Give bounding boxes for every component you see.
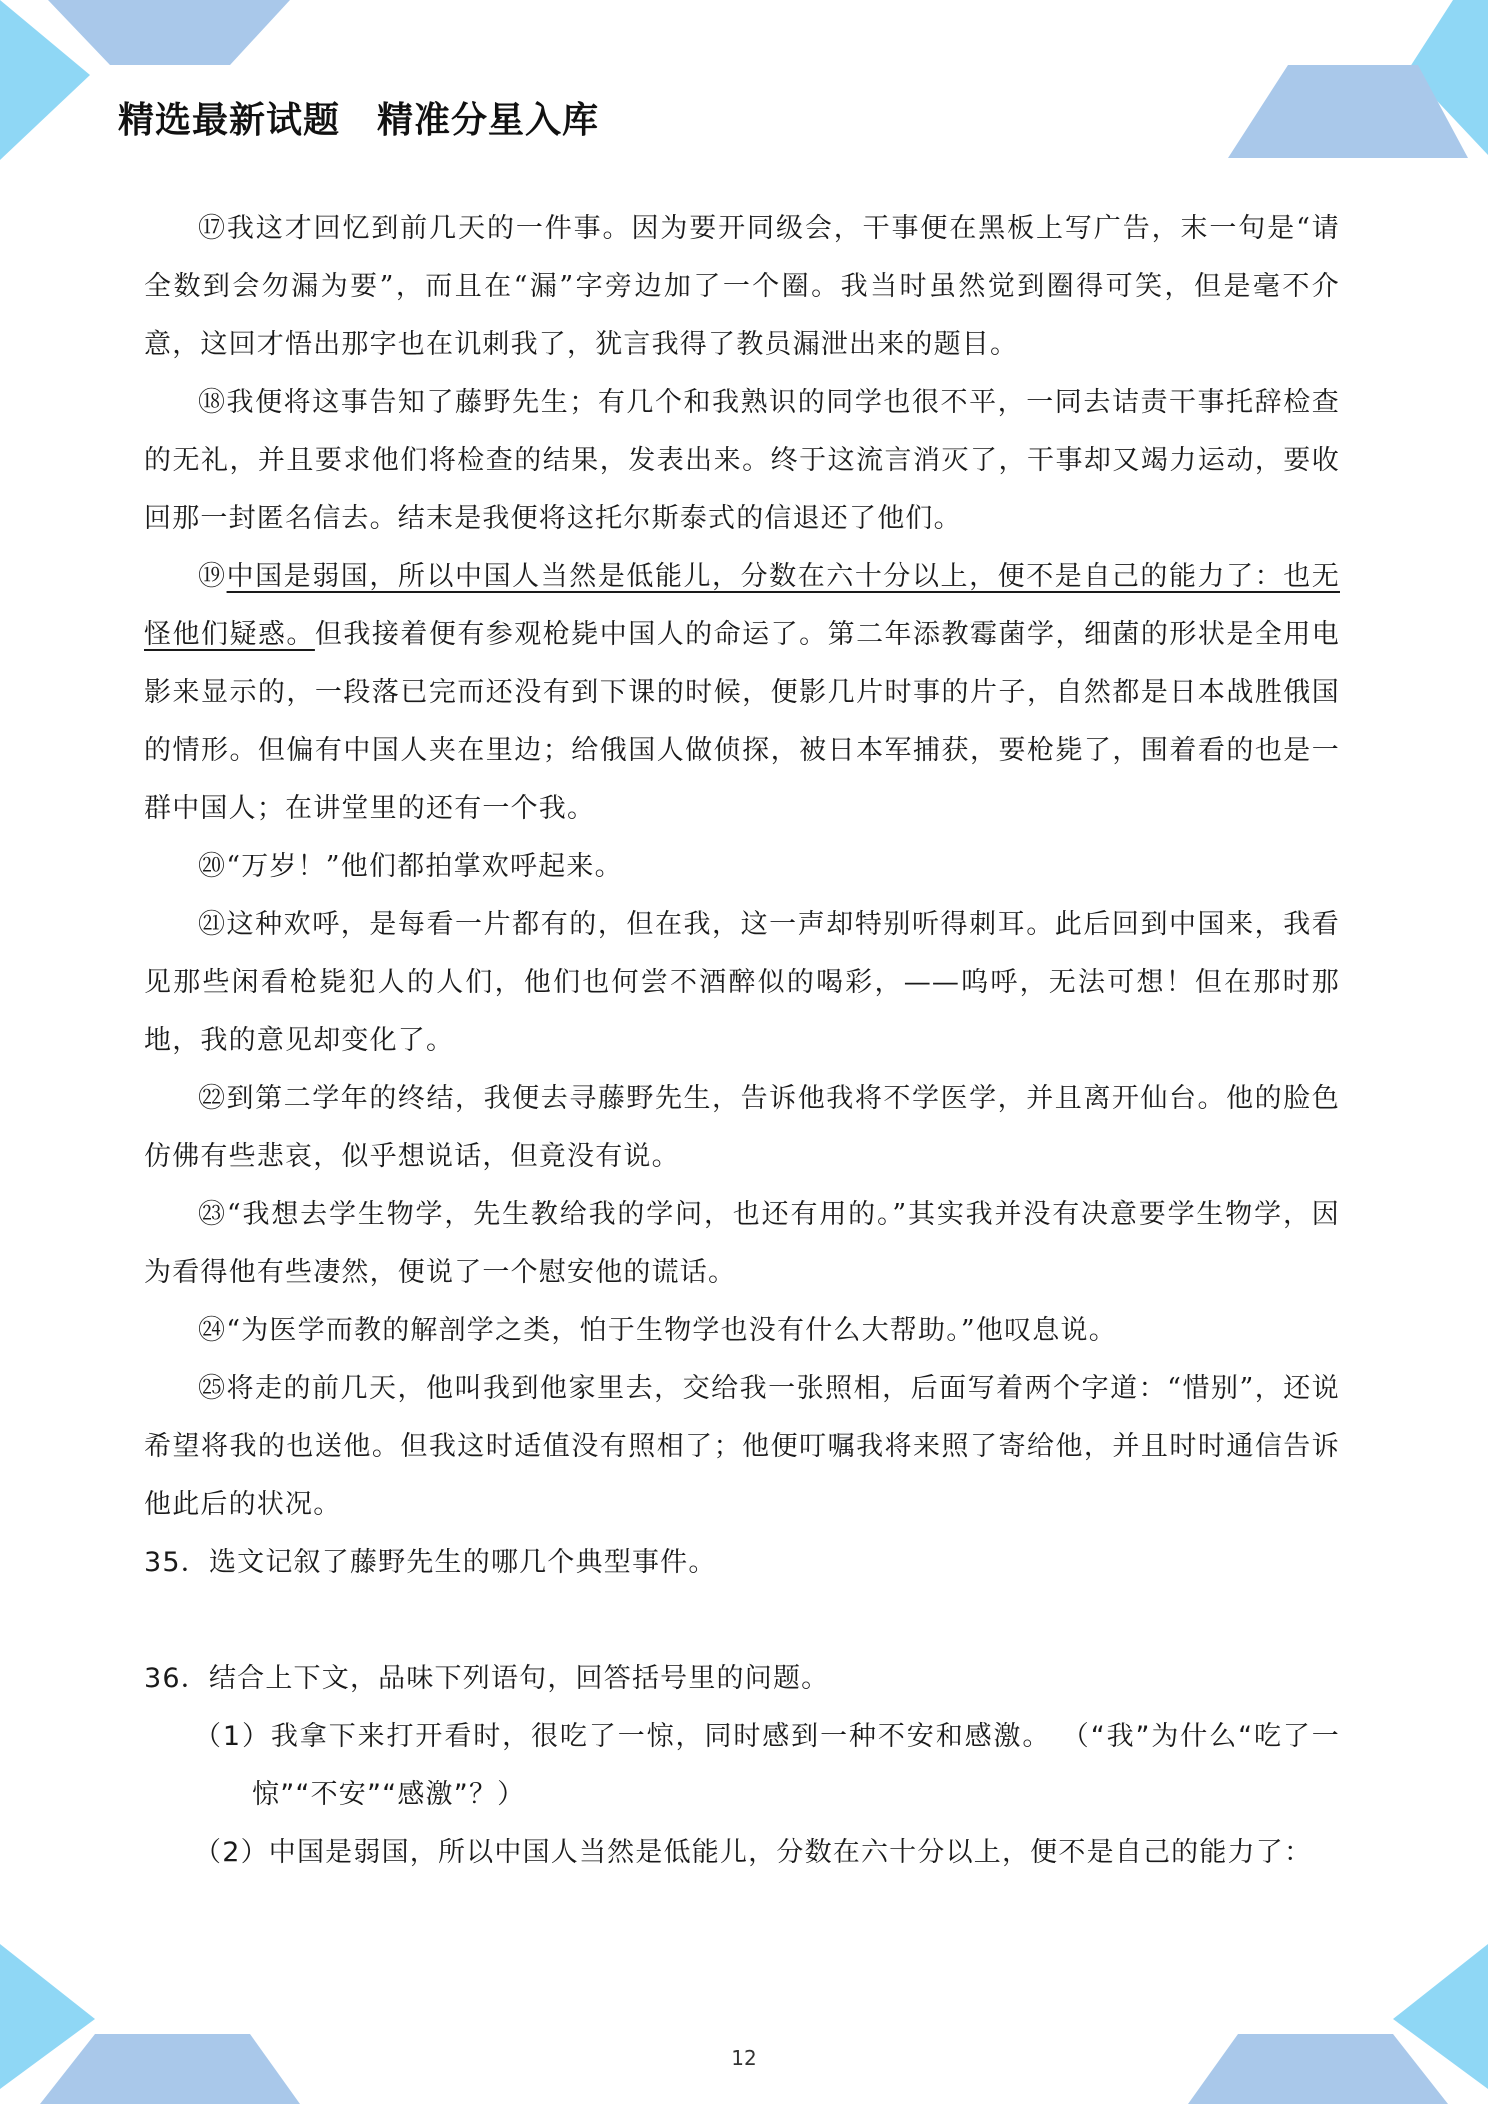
question-35: 35．选文记叙了藤野先生的哪几个典型事件。 [144,1547,717,1578]
paragraph-24: ㉔“为医学而教的解剖学之类，怕于生物学也没有什么大帮助。”他叹息说。 [198,1315,1117,1346]
bottom-left-decoration [0,1924,320,2104]
paragraph-22: ㉒到第二学年的终结，我便去寻藤野先生，告诉他我将不学医学，并且离开仙台。他的脸色仿佛有些悲哀，似乎想说话，但竟没有说。 [144,1083,1340,1172]
top-left-decoration [0,0,300,170]
paragraph-19-text: 但我接着便有参观枪毙中国人的命运了。第二年添教霉菌学，细菌的形状是全用电影来显示的，一段落已完而还没有到下课的时候，便影几片时事的片子，自然都是日本战胜俄国的情形。但偏有中国人夹在里边；给俄国人做侦探，被日本军捕获，要枪毙了，围着看的也是一群中国人；在讲堂里的还有一个我。 [144,619,1341,824]
paragraph-17: ⑰我这才回忆到前几天的一件事。因为要开同级会，干事便在黑板上写广告，末一句是“请全数到会勿漏为要”，而且在“漏”字旁边加了一个圈。我当时虽然觉到圈得可笑，但是毫不介意，这回才悟出那字也在讥刺我了，犹言我得了教员漏泄出来的题目。 [144,213,1340,360]
bottom-right-decoration [1168,1924,1488,2104]
paragraph-21: ㉑这种欢呼，是每看一片都有的，但在我，这一声却特别听得刺耳。此后回到中国来，我看见那些闲看枪毙犯人的人们，他们也何尝不酒醉似的喝彩，——呜呼，无法可想！但在那时那地，我的意见却变化了。 [144,909,1340,1056]
top-right-decoration [1168,0,1488,170]
paragraph-23: ㉓“我想去学生物学，先生教给我的学问，也还有用的。”其实我并没有决意要学生物学，因为看得他有些凄然，便说了一个慰安他的谎话。 [144,1199,1340,1288]
paragraph-19 [144,548,1340,838]
paragraph-25: ㉕将走的前几天，他叫我到他家里去，交给我一张照相，后面写着两个字道：“惜别”，还说希望将我的也送他。但我这时适值没有照相了；他便叮嘱我将来照了寄给他，并且时时通信告诉他此后的状况。 [144,1373,1340,1520]
answer-space-35 [144,1592,1340,1650]
top-left-blue-trapezoid [48,0,290,65]
page-number: 12 [731,2046,757,2070]
question-36-2: （2）中国是弱国，所以中国人当然是低能儿，分数在六十分以上，便不是自己的能力了： [194,1837,1313,1868]
passage-content [144,200,1340,1882]
paragraph-20: ⑳“万岁！”他们都拍掌欢呼起来。 [198,851,623,882]
paragraph-19-number: ⑲ [198,561,227,592]
paragraph-18: ⑱我便将这事告知了藤野先生；有几个和我熟识的同学也很不平，一同去诘责干事托辞检查的无礼，并且要求他们将检查的结果，发表出来。终于这流言消灭了，干事却又竭力运动，要收回那一封匿名信去。结末是我便将这托尔斯泰式的信退还了他们。 [144,387,1340,534]
question-36-1: （1）我拿下来打开看时，很吃了一惊，同时感到一种不安和感激。 （“我”为什么“吃了一惊”“不安”“感激”？） [194,1721,1340,1810]
underlined-sentence: 中国是弱国，所以中国人当然是低能儿，分数在六十分以上，便不是自己的能力了：也无怪他们疑惑。 [144,561,1340,650]
header-title: 精选最新试题 精准分星入库 [118,100,600,141]
question-36: 36．结合上下文，品味下列语句，回答括号里的问题。 [144,1663,830,1694]
